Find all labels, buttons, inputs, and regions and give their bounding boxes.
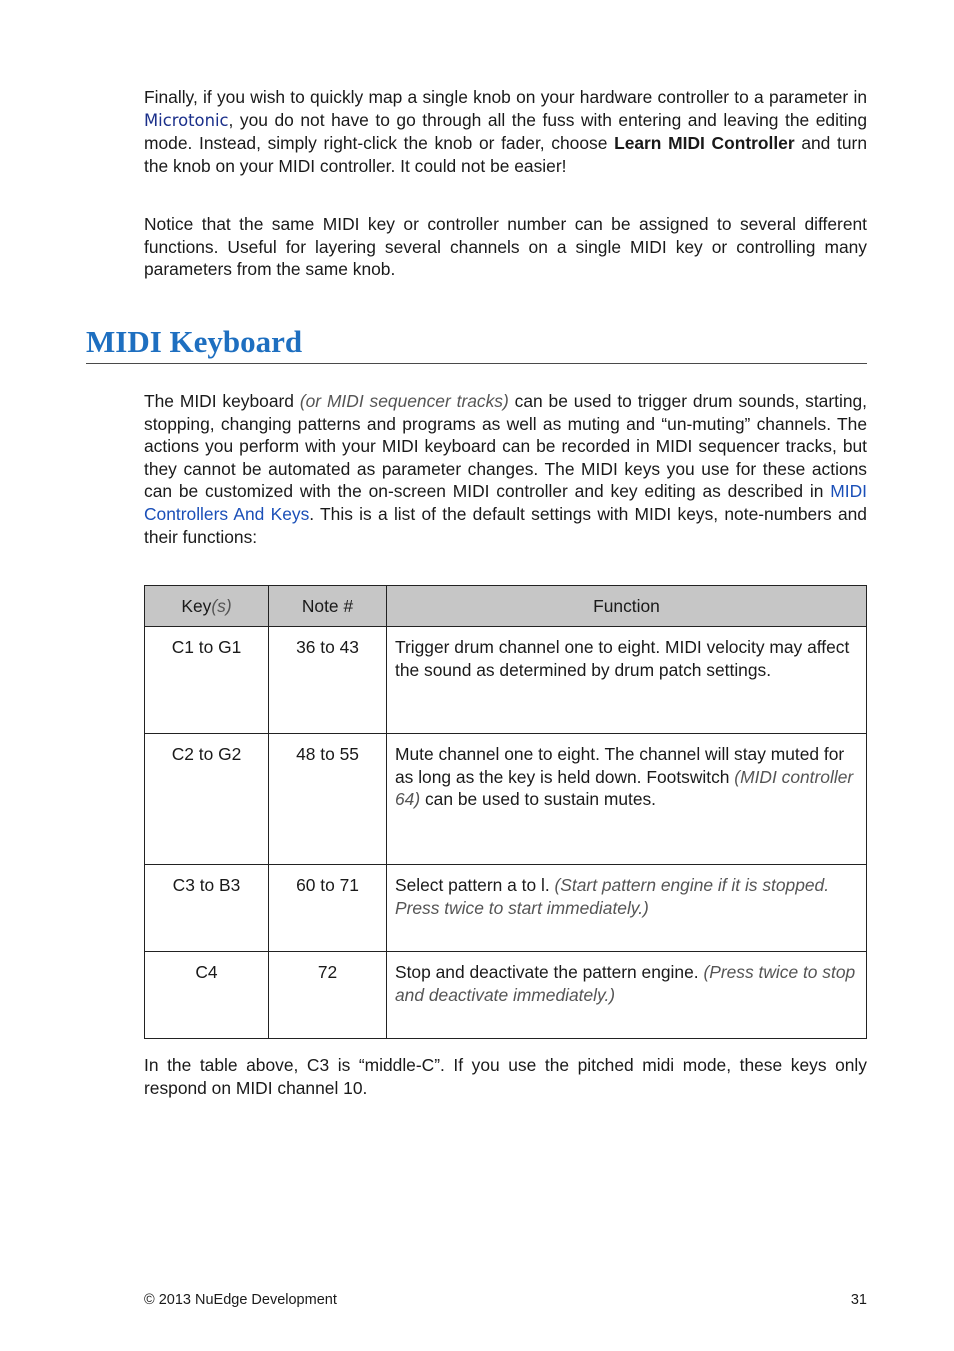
cell-note: 36 to 43 <box>269 627 387 734</box>
table-row <box>145 865 867 952</box>
learn-midi-controller-label: Learn MIDI Controller <box>614 133 795 154</box>
midi-controllers-link[interactable]: MIDI Controllers And Keys <box>144 481 867 524</box>
header-key-suffix: (s) <box>211 595 232 616</box>
section-p1-italic: (or MIDI sequencer tracks) <box>299 391 509 411</box>
cell-function-text: Mute channel one to eight. The channel will stay muted for as long as the key is held down. Footswitch <box>395 744 845 787</box>
section-heading: MIDI Keyboard <box>86 322 867 364</box>
intro-paragraph-2: Notice that the same MIDI key or controller number can be assigned to several different functions. Useful for layering several channels on a single MIDI key or controlling many parameters from the same knob. <box>144 214 867 280</box>
cell-function-text: Select pattern a to l. <box>395 875 555 895</box>
intro-p1-text-b: , you do not have to go through all the fuss with entering and leaving the editing mode. Instead, simply right-click the knob or fader, choose <box>144 109 867 154</box>
cell-function <box>387 952 867 1039</box>
section-p1-text-a: The MIDI keyboard <box>144 391 300 411</box>
header-key-text: Key <box>181 595 212 616</box>
cell-function-italic: (Press twice to stop and deactivate immediately.) <box>395 962 856 1005</box>
cell-function-after: can be used to sustain mutes. <box>420 789 657 810</box>
section-paragraph-2: In the table above, C3 is “middle-C”. If you use the pitched midi mode, these keys only respond on MIDI channel 10. <box>144 1055 867 1098</box>
cell-note: 48 to 55 <box>269 734 387 865</box>
header-key <box>145 586 269 627</box>
header-function: Function <box>387 586 867 627</box>
intro-p1-text-c: and turn the knob on your MIDI controller. It could not be easier! <box>144 133 867 176</box>
table-row <box>145 734 867 865</box>
cell-function-text: Trigger drum channel one to eight. MIDI velocity may affect the sound as determined by drum patch settings. <box>395 637 850 680</box>
cell-key: C3 to B3 <box>145 865 269 952</box>
cell-key: C2 to G2 <box>145 734 269 865</box>
cell-function <box>387 734 867 865</box>
section-paragraph-1 <box>144 390 867 548</box>
cell-function-italic: (Start pattern engine if it is stopped. Press twice to start immediately.) <box>395 875 830 918</box>
footer-page-number: 31 <box>850 1292 867 1308</box>
midi-keys-table <box>144 585 867 1039</box>
cell-key: C4 <box>145 952 269 1039</box>
cell-function <box>387 865 867 952</box>
cell-function <box>387 627 867 734</box>
intro-paragraph-1 <box>144 86 867 177</box>
table-row <box>145 627 867 734</box>
cell-function-italic: (MIDI controller 64) <box>395 766 854 810</box>
cell-function-text: Stop and deactivate the pattern engine. <box>395 962 704 982</box>
section-p1-text-b: can be used to trigger drum sounds, starting, stopping, changing patterns and programs as well as muting and “un-muting” channels. The actions you perform with your MIDI keyboard can be recorded in MIDI sequencer tracks, but they cannot be automated as parameter changes. The MIDI keys you use for these actions can be customized with the on-screen MIDI controller and key editing as described in <box>144 391 868 502</box>
intro-p1-text-a: Finally, if you wish to quickly map a single knob on your hardware controller to a parameter in <box>144 87 867 107</box>
table-row <box>145 952 867 1039</box>
header-note: Note # <box>269 586 387 627</box>
cell-note: 72 <box>269 952 387 1039</box>
cell-note: 60 to 71 <box>269 865 387 952</box>
footer-copyright: © 2013 NuEdge Development <box>144 1292 337 1308</box>
brand-name: Microtonic <box>144 110 229 130</box>
cell-key: C1 to G1 <box>145 627 269 734</box>
table-header-row <box>145 586 867 627</box>
section-p1-text-c: . This is a list of the default settings with MIDI keys, note-numbers and their functions: <box>144 503 867 547</box>
